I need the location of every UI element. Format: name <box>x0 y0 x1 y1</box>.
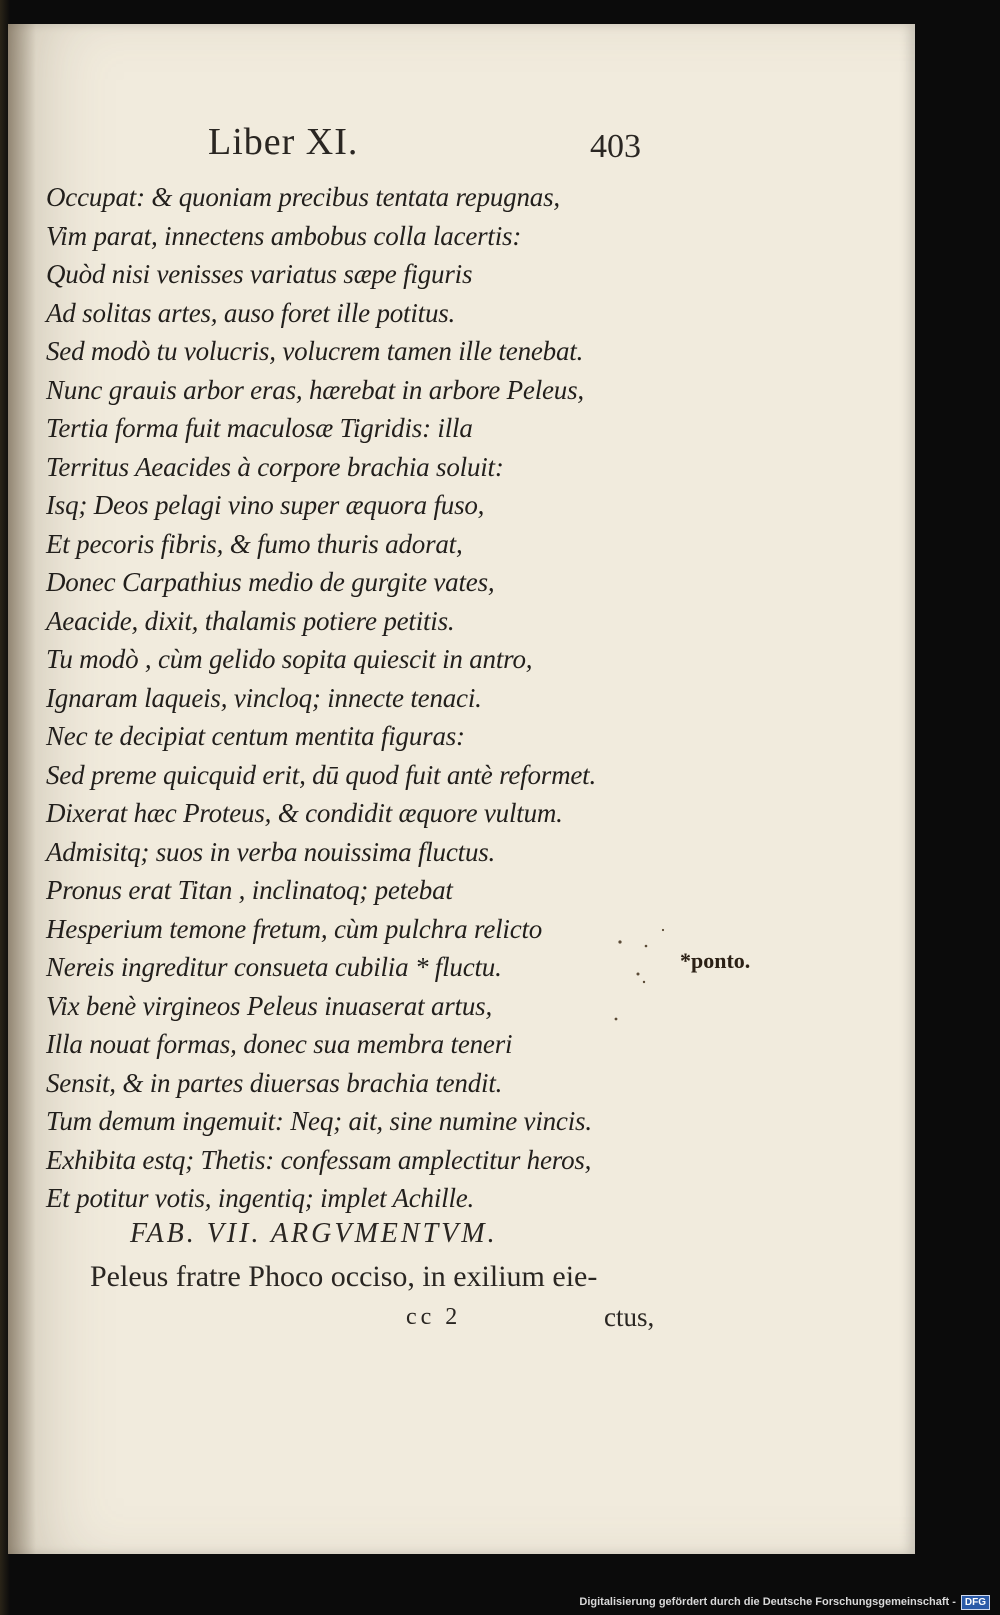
verse-line: Vim parat, innectens ambobus colla lacertis: <box>46 220 522 251</box>
verse-line: Quòd nisi venisses variatus sæpe figuris <box>46 259 473 289</box>
verse-line: Ad solitas artes, auso foret ille potitus. <box>46 297 456 328</box>
ink-specks <box>608 924 688 1034</box>
verse-line: Occupat: & quoniam precibus tentata repugnas, <box>46 182 560 212</box>
verse-line: Sed preme quicquid erit, dū quod fuit antè reformet. <box>46 759 597 790</box>
verse-line: Nec te decipiat centum mentita figuras: <box>46 721 465 751</box>
running-head: Liber XI. <box>208 121 359 163</box>
verse-line: Et potitur votis, ingentiq; implet Achille. <box>46 1183 475 1213</box>
verse-block <box>46 178 706 1218</box>
verse-line: Isq; Deos pelagi vino super æquora fuso, <box>46 490 485 520</box>
verse-line: Nereis ingreditur consueta cubilia * fluctu. <box>46 952 502 982</box>
dfg-logo: DFG <box>961 1595 990 1610</box>
digitization-footer <box>579 1593 990 1611</box>
verse-line: Nunc grauis arbor eras, hærebat in arbore Peleus, <box>46 374 584 405</box>
verse-line: Tu modò , cùm gelido sopita quiescit in antro, <box>46 644 533 674</box>
book-page <box>8 24 915 1554</box>
verse-line: Hesperium temone fretum, cùm pulchra relicto <box>46 913 543 944</box>
verse-line: Tum demum ingemuit: Neq; ait, sine numine vincis. <box>46 1106 592 1136</box>
fable-argument-heading: FAB. VII. ARGVMENTVM. <box>130 1218 498 1249</box>
page-number: 403 <box>590 128 641 165</box>
verse-line: Sensit, & in partes diuersas brachia tendit. <box>46 1067 503 1098</box>
signature-mark: cc 2 <box>406 1304 462 1330</box>
verse-line: Sed modò tu volucris, volucrem tamen ille tenebat. <box>46 336 584 366</box>
verse-line: Ignaram laqueis, vincloq; innecte tenaci. <box>46 682 482 713</box>
argument-text: Peleus fratre Phoco occiso, in exilium eie- <box>90 1260 598 1293</box>
verse-line: Aeacide, dixit, thalamis potiere petitis. <box>46 605 455 636</box>
verse-line: Exhibita estq; Thetis: confessam amplectitur heros, <box>46 1144 592 1175</box>
verse-line: Territus Aeacides à corpore brachia soluit: <box>46 451 504 482</box>
page-gutter-shadow <box>8 24 36 1554</box>
verse-line: Vix benè virgineos Peleus inuaserat artus, <box>46 990 493 1021</box>
funding-credit: Digitalisierung gefördert durch die Deutsche Forschungsgemeinschaft - <box>579 1596 956 1608</box>
catchword: ctus, <box>604 1302 655 1332</box>
verse-line: Admisitq; suos in verba nouissima fluctus. <box>46 836 496 867</box>
verse-line: Illa nouat formas, donec sua membra teneri <box>46 1029 513 1059</box>
page-header <box>8 120 915 170</box>
verse-line: Et pecoris fibris, & fumo thuris adorat, <box>46 528 463 559</box>
verse-line: Donec Carpathius medio de gurgite vates, <box>46 567 495 597</box>
handwritten-margin-note: *ponto. <box>680 948 751 973</box>
verse-line: Dixerat hæc Proteus, & condidit æquore vultum. <box>46 798 563 828</box>
verse-line: Pronus erat Titan , inclinatoq; petebat <box>46 875 453 905</box>
verse-line: Tertia forma fuit maculosæ Tigridis: illa <box>46 413 473 443</box>
